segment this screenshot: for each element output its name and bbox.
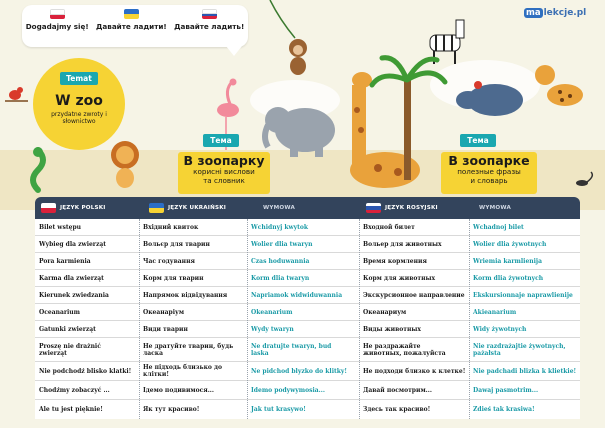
flag-russia-icon [202, 9, 217, 19]
table-row [35, 219, 580, 236]
cell-ua: Види тварин [143, 325, 188, 333]
cell-ua: Напрямок відвідування [143, 291, 228, 299]
cell-ru-pron: Wolier dlia żywotnych [473, 240, 547, 248]
flag-poland-icon [41, 203, 56, 213]
cell-ru-pron: Wriemia karmlienija [473, 257, 542, 265]
monkey-icon [270, 0, 307, 75]
parrot-icon [5, 87, 28, 101]
cell-ru-pron: Zdieś tak krasiwa! [473, 406, 535, 413]
cell-ua-pron: Okeanarium [251, 308, 293, 316]
flag-ukraine-icon [149, 203, 164, 213]
header-pl [41, 197, 106, 219]
cell-pl: Bilet wstępu [39, 223, 81, 231]
logo-badge: ma [526, 8, 541, 18]
cell-ru: Не подходи близко к клетке! [363, 367, 466, 375]
topic-pl-subtitle: przydatne zwroty i słownictwo [51, 111, 107, 125]
cell-ru: Океанариум [363, 308, 407, 316]
table-row [35, 304, 580, 321]
flag-ukraine-icon [124, 9, 139, 19]
column-divider [469, 219, 470, 419]
column-divider [139, 219, 140, 419]
cell-ua: Вхідний квиток [143, 223, 199, 231]
cell-ru: Вольер для животных [363, 240, 442, 248]
scorpion-icon [576, 172, 592, 186]
cell-ua: Ідемо подивимося... [143, 386, 214, 394]
site-logo[interactable] [524, 8, 586, 18]
cell-ua: Не дратуйте тварин, будь ласка [143, 342, 234, 357]
cell-ua-pron: Wydy twaryn [251, 325, 294, 333]
table-header [35, 197, 580, 219]
header-ua-text: JĘZYK UKRAIŃSKI [168, 205, 227, 211]
cell-ru-pron: Akieanarium [473, 308, 517, 316]
cell-pl: Karma dla zwierząt [39, 274, 104, 282]
cell-ru-pron: Dawaj pasmotrim... [473, 386, 539, 394]
column-divider [359, 219, 360, 419]
topic-ua-label: Тема [203, 134, 239, 147]
column-divider [247, 219, 248, 419]
topic-ru-card [441, 152, 537, 194]
cell-pl: Gatunki zwierząt [39, 325, 96, 333]
flag-poland-icon [50, 9, 65, 19]
cell-ua-pron: Ne dratujte twaryn, bud laska [251, 342, 332, 357]
topic-pl-title: W zoo [55, 93, 103, 109]
leopard-icon [535, 65, 583, 106]
phrase-ua [96, 9, 167, 31]
cell-pl: Proszę nie drażnić zwierząt [39, 342, 101, 357]
cell-pl: Nie podchodź blisko klatki! [39, 367, 132, 375]
cell-ru-pron: Korm dlia żywotnych [473, 274, 544, 282]
phrase-ru [174, 9, 244, 31]
cell-ru: Время кормления [363, 257, 427, 265]
header-wymowa-text: WYMOWA [263, 205, 295, 211]
table-row [35, 400, 580, 419]
cell-ru-pron: Wchadnoj bilet [473, 223, 524, 231]
topic-ua-subtitle: корисні вислови та словник [193, 167, 255, 185]
cell-ua: Час годування [143, 257, 195, 265]
speech-bubble [22, 5, 248, 47]
topic-ua-card [178, 152, 270, 194]
header-pl-text: JĘZYK POLSKI [60, 205, 106, 211]
topic-pl-label: Temat [60, 72, 98, 85]
cell-ua-pron: Wolier dlia twaryn [251, 240, 313, 248]
elephant-icon [265, 107, 335, 157]
cell-ua: Океанаріум [143, 308, 185, 316]
cell-ru-pron: Nie padchadi blizka k klietkie! [473, 367, 577, 375]
cell-ua-pron: Korm dlia twaryn [251, 274, 310, 282]
cell-ua-pron: Jak tut krasywo! [251, 406, 306, 413]
table-row [35, 381, 580, 400]
phrase-text: Давайте ладити! [96, 22, 167, 31]
hippo-icon [456, 81, 523, 116]
cell-ua-pron: Czas hoduwannia [251, 257, 310, 265]
cell-ua-pron: Ne pidchod blyzko do klitky! [251, 367, 348, 375]
header-wymowa-ua [263, 197, 295, 219]
cell-ru: Не раздражайте животных, пожалуйста [363, 342, 446, 357]
table-row [35, 253, 580, 270]
topic-ua-title: В зоопарку [183, 153, 265, 168]
cell-ru: Виды животных [363, 325, 422, 333]
header-wymowa-text: WYMOWA [479, 205, 511, 211]
cell-ua-pron: Idemo podywymosia... [251, 386, 325, 394]
cell-ua: Вольєр для тварин [143, 240, 210, 248]
phrase-text: Dogadajmy się! [25, 22, 89, 31]
cell-ru: Корм для животных [363, 274, 436, 282]
table-row [35, 287, 580, 304]
cell-pl: Pora karmienia [39, 257, 91, 265]
cell-ru: Давай посмотрим... [363, 386, 432, 394]
header-ru-text: JĘZYK ROSYJSKI [385, 205, 438, 211]
snake-icon [33, 147, 43, 190]
cell-pl: Ale tu jest pięknie! [39, 406, 103, 413]
cell-ua: Не підходь близько до клітки! [143, 364, 222, 378]
phrase-pl [26, 9, 89, 31]
topic-ru-title: В зоопарке [448, 153, 530, 168]
cell-pl: Kierunek zwiedzania [39, 291, 109, 299]
logo-text: lekcje.pl [543, 8, 587, 18]
cell-pl: Chodźmy zobaczyć ... [39, 386, 110, 394]
flag-russia-icon [366, 203, 381, 213]
cell-ru: Здесь так красиво! [363, 406, 431, 413]
table-row [35, 338, 580, 362]
cell-ru: Экскурсионное направление [363, 291, 465, 299]
cell-pl: Oceanarium [39, 308, 80, 316]
header-wymowa-ru [479, 197, 511, 219]
cell-ru-pron: Nie razdrażajtie żywotnych, pażałsta [473, 342, 566, 357]
phrase-text: Давайте ладить! [174, 22, 245, 31]
header-ru [366, 197, 438, 219]
cell-pl: Wybieg dla zwierząt [39, 240, 107, 248]
cell-ru-pron: Widy żywotnych [473, 325, 527, 333]
cell-ru-pron: Ekskursionnaje naprawlienije [473, 291, 573, 299]
table-row [35, 362, 580, 381]
table-row [35, 270, 580, 287]
table-row [35, 321, 580, 338]
cell-ua: Корм для тварин [143, 274, 204, 282]
phrase-table [35, 219, 580, 419]
lion-icon [111, 141, 139, 188]
topic-ru-subtitle: полезные фразы и словарь [457, 167, 521, 185]
cell-ru: Входной билет [363, 223, 415, 231]
cell-ua: Як тут красиво! [143, 406, 200, 413]
cell-ua-pron: Napriamok widwiduwannia [251, 291, 343, 299]
cell-ua-pron: Wchidnyj kwytok [251, 223, 309, 231]
topic-ru-label: Тема [460, 134, 496, 147]
table-row [35, 236, 580, 253]
header-ua [149, 197, 226, 219]
